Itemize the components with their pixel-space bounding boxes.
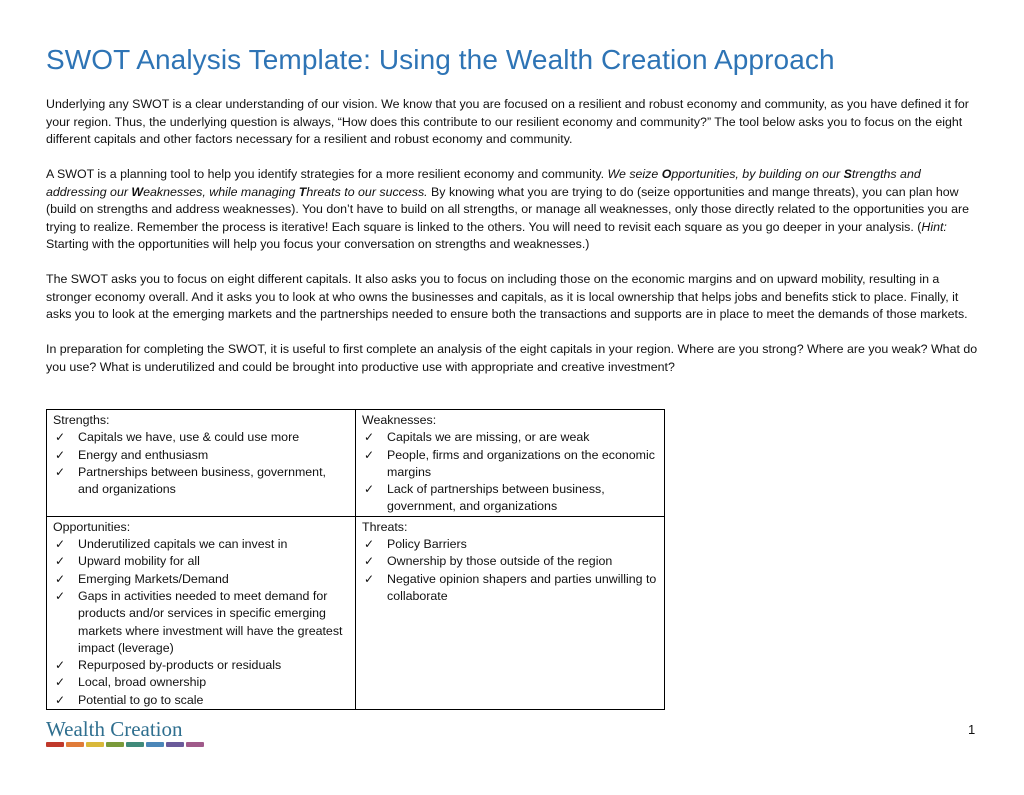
list-item <box>362 429 658 446</box>
list-item <box>53 571 349 588</box>
list-item <box>53 553 349 570</box>
checkmark-icon: ✓ <box>55 571 66 586</box>
list-item <box>362 447 658 482</box>
paragraph-preparation: In preparation for completing the SWOT, it is useful to first complete an analysis of the eight capitals in your region. Where are you strong? Where are you weak? What do you use? What is underutilized and could be brought into productive use with appropriate and creative investment? <box>46 342 978 374</box>
page-number: 1 <box>968 722 976 737</box>
weaknesses-cell <box>356 410 665 517</box>
list-item-text: Capitals we are missing, or are weak <box>387 430 590 445</box>
list-item <box>53 692 349 709</box>
intro-text <box>46 96 981 394</box>
checkmark-icon: ✓ <box>55 554 66 569</box>
logo-text: Wealth Creation <box>46 717 183 741</box>
list-item-text: Capitals we have, use & could use more <box>78 430 300 445</box>
strengths-list <box>53 429 349 498</box>
list-item <box>53 657 349 674</box>
checkmark-icon: ✓ <box>55 588 66 603</box>
list-item-text: Ownership by those outside of the region <box>387 554 613 569</box>
logo-bar-segment <box>186 742 204 747</box>
list-item-text: Upward mobility for all <box>78 554 200 569</box>
list-item <box>53 536 349 553</box>
list-item <box>53 447 349 464</box>
logo-bar-segment <box>146 742 164 747</box>
checkmark-icon: ✓ <box>364 447 375 462</box>
list-item-text: Underutilized capitals we can invest in <box>78 537 288 552</box>
opportunities-cell <box>47 516 356 709</box>
list-item <box>53 429 349 446</box>
list-item <box>53 674 349 691</box>
list-item <box>362 481 658 516</box>
threats-cell <box>356 516 665 709</box>
strengths-cell <box>47 410 356 517</box>
checkmark-icon: ✓ <box>55 692 66 707</box>
checkmark-icon: ✓ <box>364 430 375 445</box>
list-item-text: Gaps in activities needed to meet demand for products and/or services in specific emerging markets where investment will have the greatest impact (leverage) <box>78 588 343 655</box>
checkmark-icon: ✓ <box>55 675 66 690</box>
paragraph-vision: Underlying any SWOT is a clear understanding of our vision. We know that you are focused on a resilient and robust economy and community, as you have defined it for your region. Thus, the underlying question is always, “How does this contribute to our resilient economy and community?” The tool below asks you to focus on the eight different capitals and other factors necessary for a resilient and robust economy and community. <box>46 97 969 146</box>
weaknesses-heading: Weaknesses: <box>362 413 437 427</box>
checkmark-icon: ✓ <box>55 537 66 552</box>
logo-bar-segment <box>106 742 124 747</box>
list-item-text: Policy Barriers <box>387 537 467 552</box>
checkmark-icon: ✓ <box>364 537 375 552</box>
logo-bar-segment <box>66 742 84 747</box>
swot-table <box>46 409 665 710</box>
threats-list <box>362 536 658 605</box>
checkmark-icon: ✓ <box>55 658 66 673</box>
list-item-text: Emerging Markets/Demand <box>78 571 229 586</box>
checkmark-icon: ✓ <box>364 482 375 497</box>
logo-bar-segment <box>126 742 144 747</box>
opportunities-heading: Opportunities: <box>53 519 131 534</box>
list-item <box>53 464 349 499</box>
list-item-text: Partnerships between business, government, and organizations <box>78 464 326 497</box>
list-item-text: Negative opinion shapers and parties unwilling to collaborate <box>387 571 657 603</box>
paragraph-swot-definition: A SWOT is a planning tool to help you identify strategies for a more resilient economy and community. We seize Opportunities, by building on our Strengths and addressing our Weaknesses, while managing Threats to our success. By knowing what you are trying to do (seize opportunities and mange threats), you can plan how (build on strengths and address weaknesses). You don’t have to build on all strengths, or manage all weaknesses, only those directly related to the opportunities you are trying to realize. Remember the process is iterative! Each square is linked to the others. You will need to revisit each square as you go deeper in your analysis. (Hint: Starting with the opportunities will help you focus your conversation on strengths and weaknesses.) <box>46 167 969 251</box>
list-item-text: Energy and enthusiasm <box>78 447 209 462</box>
logo-bar-segment <box>166 742 184 747</box>
page-title: SWOT Analysis Template: Using the Wealth Creation Approach <box>46 44 835 75</box>
checkmark-icon: ✓ <box>55 464 66 479</box>
checkmark-icon: ✓ <box>364 571 375 586</box>
wealth-creation-logo <box>46 718 204 747</box>
list-item-text: People, firms and organizations on the economic margins <box>387 447 655 479</box>
logo-bar-segment <box>86 742 104 747</box>
logo-bar-segment <box>46 742 64 747</box>
list-item-text: Lack of partnerships between business, government, and organizations <box>387 482 605 514</box>
list-item <box>362 571 658 606</box>
paragraph-eight-capitals: The SWOT asks you to focus on eight different capitals. It also asks you to focus on including those on the economic margins and on upward mobility, resulting in a stronger economy overall. And it asks you to look at who owns the businesses and capitals, as it is local ownership that helps jobs and benefits stick to place. Finally, it asks you to look at the emerging markets and the partnerships needed to ensure both the transactions and supports are in place to meet the demands of those markets. <box>46 272 968 321</box>
checkmark-icon: ✓ <box>364 554 375 569</box>
checkmark-icon: ✓ <box>55 430 66 445</box>
strengths-heading: Strengths: <box>53 413 110 427</box>
weaknesses-list <box>362 429 658 515</box>
list-item <box>362 553 658 570</box>
list-item-text: Potential to go to scale <box>78 692 204 707</box>
list-item-text: Repurposed by-products or residuals <box>78 658 282 673</box>
logo-color-bar <box>46 742 204 747</box>
list-item <box>53 588 349 657</box>
threats-heading: Threats: <box>362 519 408 534</box>
list-item-text: Local, broad ownership <box>78 675 207 690</box>
opportunities-list <box>53 536 349 709</box>
list-item <box>362 536 658 553</box>
checkmark-icon: ✓ <box>55 447 66 462</box>
